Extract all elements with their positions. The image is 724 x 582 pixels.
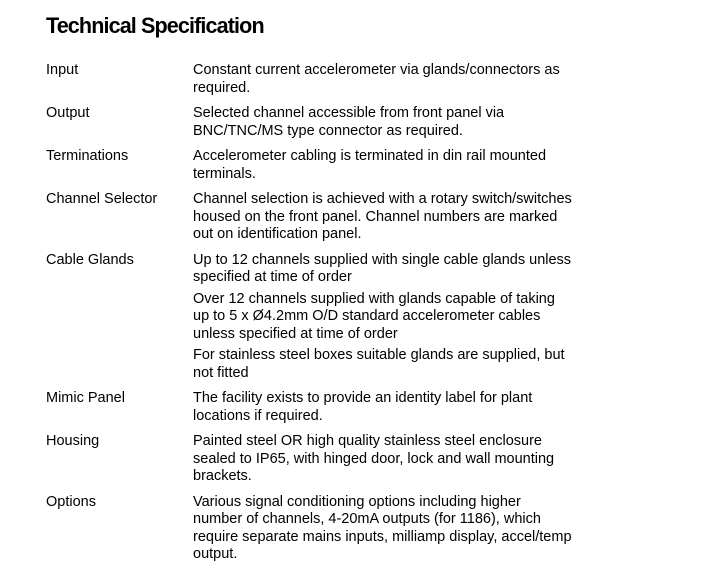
spec-row-housing	[46, 433, 646, 486]
spec-row-input	[46, 62, 646, 97]
spec-value-terminations: Accelerometer cabling is terminated in din rail mounted terminals.	[193, 148, 547, 182]
spec-row-channel-selector	[46, 191, 646, 244]
spec-label-mimic-panel: Mimic Panel	[46, 390, 125, 406]
spec-values-mimic-panel	[193, 390, 646, 425]
spec-value-cable-glands-1: Up to 12 channels supplied with single cable glands unless specified at time of order	[193, 251, 572, 285]
spec-label-options: Options	[46, 493, 96, 510]
spec-values-terminations	[193, 148, 646, 183]
spec-value-housing: Painted steel OR high quality stainless steel enclosure sealed to IP65, with hinged door, lock and wall mounting brackets.	[193, 433, 555, 484]
spec-row-mimic-panel	[46, 390, 646, 425]
spec-values-output	[193, 105, 646, 140]
spec-label-housing: Housing	[46, 433, 100, 449]
spec-table	[46, 62, 646, 572]
spec-values-options	[193, 494, 646, 564]
spec-values-housing	[193, 433, 646, 486]
spec-row-output	[46, 105, 646, 140]
spec-value-channel-selector: Channel selection is achieved with a rotary switch/switches housed on the front panel. Channel numbers are marked out on identification panel.	[193, 191, 572, 242]
page-title: Technical Specification	[46, 13, 264, 38]
spec-label-output: Output	[46, 105, 90, 121]
spec-value-output: Selected channel accessible from front panel via BNC/TNC/MS type connector as required.	[193, 105, 505, 139]
spec-value-cable-glands-3: For stainless steel boxes suitable glands are supplied, but not fitted	[193, 347, 565, 381]
spec-row-options	[46, 494, 646, 564]
spec-values-cable-glands	[193, 252, 646, 383]
spec-label-terminations: Terminations	[46, 148, 129, 164]
spec-value-cable-glands-2: Over 12 channels supplied with glands capable of taking up to 5 x Ø4.2mm O/D standard accelerometer cables unless specified at time of order	[193, 290, 555, 342]
spec-label-cable-glands: Cable Glands	[46, 251, 134, 268]
spec-row-terminations	[46, 148, 646, 183]
spec-value-options: Various signal conditioning options including higher number of channels, 4-20mA outputs (for 1186), which require separate mains inputs, milliamp display, accel/temp output.	[193, 493, 572, 562]
spec-value-mimic-panel: The facility exists to provide an identity label for plant locations if required.	[193, 390, 533, 424]
spec-label-input: Input	[46, 62, 79, 78]
spec-values-input	[193, 62, 646, 97]
spec-values-channel-selector	[193, 191, 646, 244]
spec-label-channel-selector: Channel Selector	[46, 191, 158, 207]
spec-value-input: Constant current accelerometer via glands/connectors as required.	[193, 62, 560, 96]
spec-row-cable-glands	[46, 252, 646, 383]
